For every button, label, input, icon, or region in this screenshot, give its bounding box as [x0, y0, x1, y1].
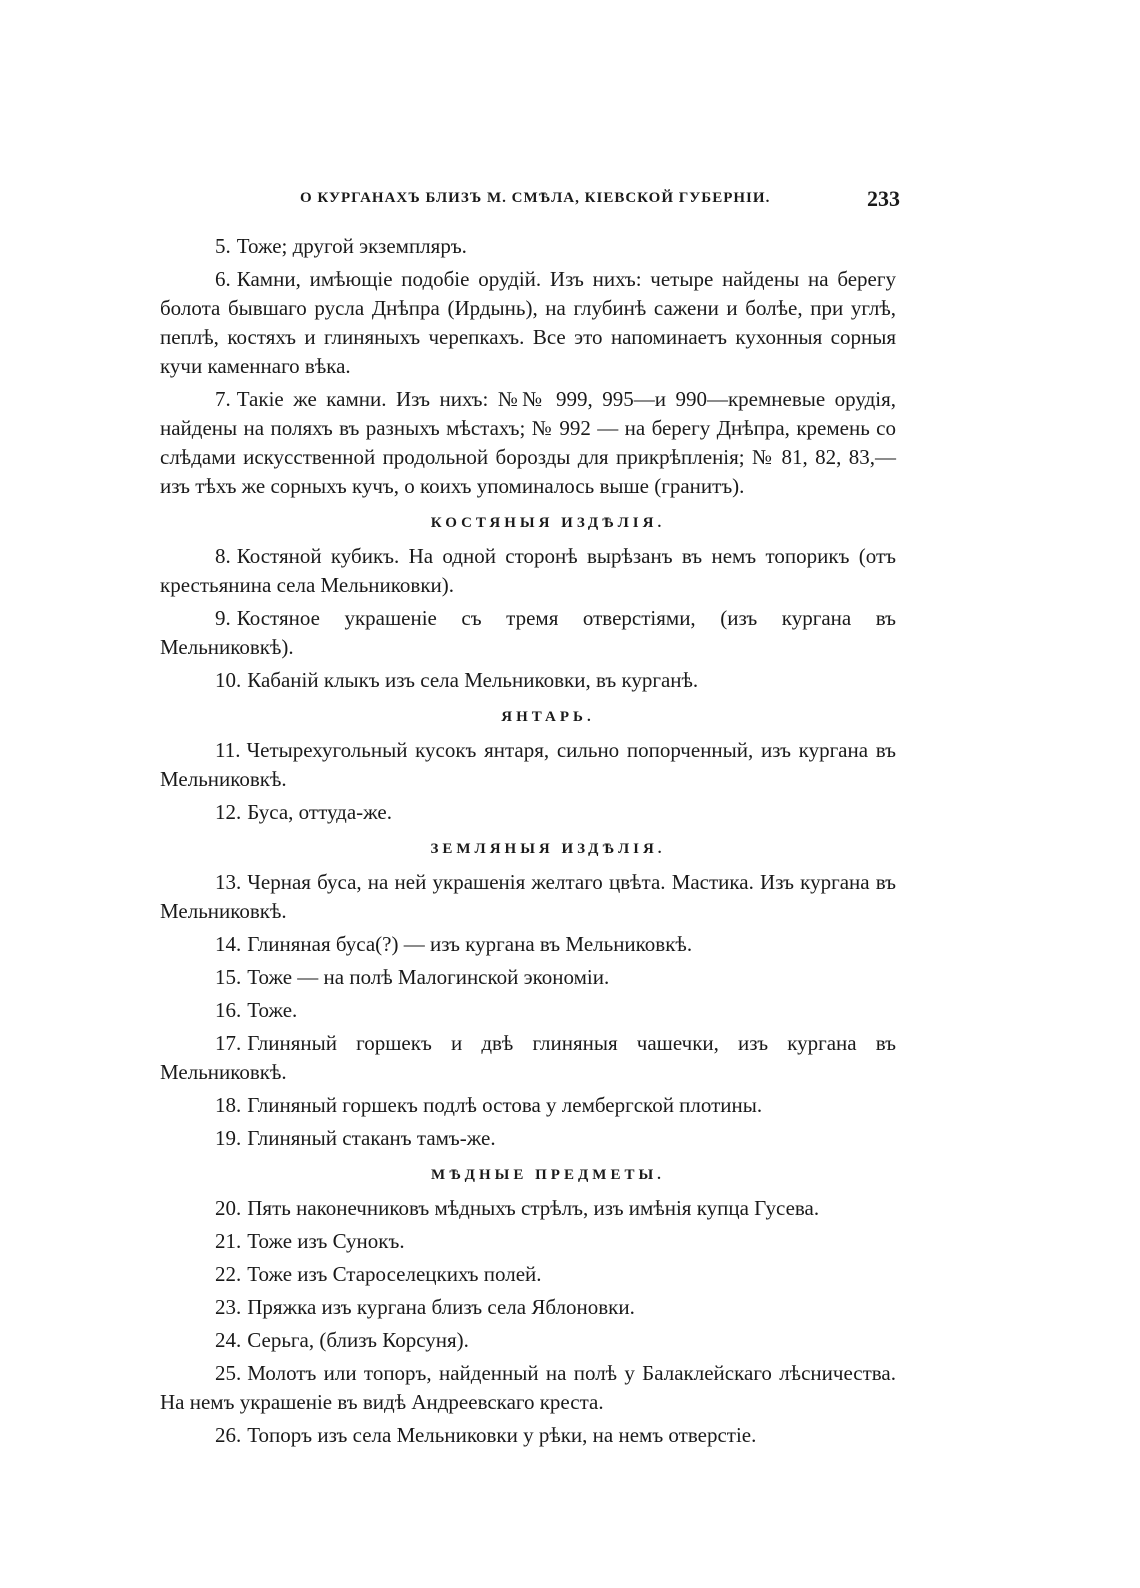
catalog-item [160, 798, 896, 827]
item-text: Тоже; другой экземпляръ. [236, 234, 467, 258]
item-number: 22. [215, 1262, 242, 1286]
catalog-item [160, 1194, 896, 1223]
item-text: Костяное украшеніе съ тремя отверстіями, (изъ кургана въ Мельниковкѣ). [160, 606, 896, 659]
catalog-item [160, 930, 896, 959]
catalog-item [160, 1293, 896, 1322]
item-text: Буса, оттуда-же. [247, 800, 392, 824]
catalog-item [160, 963, 896, 992]
item-number: 19. [215, 1126, 242, 1150]
catalog-item [160, 385, 896, 501]
item-text: Топоръ изъ села Мельниковки у рѣки, на немъ отверстіе. [247, 1423, 757, 1447]
item-number: 8. [215, 544, 231, 568]
section-heading: ЯНТАРЬ. [501, 709, 595, 725]
item-number: 24. [215, 1328, 242, 1352]
item-number: 7. [215, 387, 231, 411]
catalog-item [160, 1260, 896, 1289]
item-text: Пряжка изъ кургана близъ села Яблоновки. [247, 1295, 635, 1319]
item-text: Молотъ или топоръ, найденный на полѣ у Балаклейскаго лѣсничества. На немъ украшеніе въ видѣ Андреевскаго креста. [160, 1361, 896, 1414]
catalog-item [160, 1091, 896, 1120]
item-number: 9. [215, 606, 231, 630]
catalog-item [160, 1326, 896, 1355]
item-number: 14. [215, 932, 242, 956]
item-text: Тоже. [247, 998, 298, 1022]
item-text: Тоже изъ Староселецкихъ полей. [247, 1262, 542, 1286]
item-number: 5. [215, 234, 231, 258]
item-number: 21. [215, 1229, 242, 1253]
catalog-item [160, 542, 896, 600]
item-number: 16. [215, 998, 242, 1022]
catalog-item [160, 265, 896, 381]
catalog-item [160, 666, 896, 695]
item-number: 18. [215, 1093, 242, 1117]
item-text: Кабаній клыкъ изъ села Мельниковки, въ курганѣ. [247, 668, 699, 692]
item-text: Серьга, (близъ Корсуня). [247, 1328, 469, 1352]
catalog-item [160, 604, 896, 662]
catalog-item [160, 1029, 896, 1087]
body-text [160, 232, 896, 1454]
item-text: Тоже изъ Сунокъ. [247, 1229, 405, 1253]
item-number: 6. [215, 267, 231, 291]
item-number: 11. [215, 738, 241, 762]
item-text: Камни, имѣющіе подобіе орудій. Изъ нихъ: четыре найдены на берегу болота бывшаго русла Днѣпра (Ирдынь), на глубинѣ сажени и болѣе, при углѣ, пеплѣ, костяхъ и глиняныхъ черепкахъ. Все это напоминаетъ кухонныя сорныя кучи каменнаго вѣка. [160, 267, 896, 378]
item-number: 12. [215, 800, 242, 824]
item-number: 10. [215, 668, 242, 692]
item-number: 17. [215, 1031, 242, 1055]
item-text: Глиняный горшекъ подлѣ остова у лембергской плотины. [247, 1093, 763, 1117]
running-title: О КУРГАНАХЪ БЛИЗЪ М. СМѢЛА, КІЕВСКОЙ ГУБЕРНІИ. [300, 190, 771, 206]
item-number: 25. [215, 1361, 242, 1385]
section-heading: КОСТЯНЫЯ ИЗДѢЛІЯ. [430, 515, 666, 531]
section-heading: ЗЕМЛЯНЫЯ ИЗДѢЛІЯ. [430, 841, 666, 857]
section-heading: МѢДНЫЕ ПРЕДМЕТЫ. [431, 1167, 665, 1183]
item-text: Глиняный стаканъ тамъ-же. [247, 1126, 496, 1150]
page-number: 233 [867, 186, 900, 211]
item-text: Глиняная буса(?) — изъ кургана въ Мельниковкѣ. [247, 932, 693, 956]
item-number: 15. [215, 965, 242, 989]
item-text: Такіе же камни. Изъ нихъ: №№ 999, 995—и 990—кремневые орудія, найдены на поляхъ въ разныхъ мѣстахъ; № 992 — на берегу Днѣпра, кремень со слѣдами искусственной продольной борозды для прикрѣпленія; № 81, 82, 83,—изъ тѣхъ же сорныхъ кучъ, о коихъ упоминалось выше (гранитъ). [160, 387, 896, 498]
catalog-item [160, 1124, 896, 1153]
item-text: Костяной кубикъ. На одной сторонѣ вырѣзанъ въ немъ топорикъ (отъ крестьянина села Мельниковки). [160, 544, 896, 597]
catalog-item [160, 1359, 896, 1417]
item-text: Глиняный горшекъ и двѣ глиняныя чашечки, изъ кургана въ Мельниковкѣ. [160, 1031, 896, 1084]
item-number: 26. [215, 1423, 242, 1447]
catalog-item [160, 996, 896, 1025]
item-text: Тоже — на полѣ Малогинской экономіи. [247, 965, 610, 989]
item-number: 20. [215, 1196, 242, 1220]
catalog-item [160, 868, 896, 926]
item-text: Пять наконечниковъ мѣдныхъ стрѣлъ, изъ имѣнія купца Гусева. [247, 1196, 820, 1220]
catalog-item [160, 1421, 896, 1450]
catalog-item [160, 232, 896, 261]
catalog-item [160, 1227, 896, 1256]
item-text: Четырехугольный кусокъ янтаря, сильно попорченный, изъ кургана въ Мельниковкѣ. [160, 738, 896, 791]
item-text: Черная буса, на ней украшенія желтаго цвѣта. Мастика. Изъ кургана въ Мельниковкѣ. [160, 870, 896, 923]
catalog-item [160, 736, 896, 794]
item-number: 23. [215, 1295, 242, 1319]
item-number: 13. [215, 870, 242, 894]
